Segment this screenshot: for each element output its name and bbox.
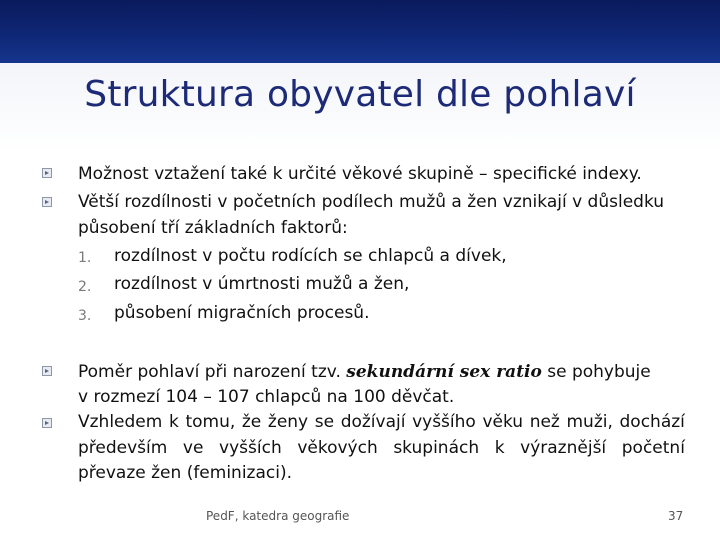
text-line: v rozmezí 104 – 107 chlapců na 100 děvčat. bbox=[78, 387, 455, 407]
header-band bbox=[0, 0, 720, 63]
text-segment: Poměr pohlaví při narození tzv. bbox=[78, 362, 347, 382]
word: k bbox=[168, 412, 179, 432]
list-number: 1. bbox=[78, 250, 92, 266]
text-line bbox=[78, 360, 651, 384]
word: věku bbox=[482, 412, 524, 432]
word: Vzhledem bbox=[78, 412, 163, 432]
slide-title: Struktura obyvatel dle pohlaví bbox=[84, 74, 636, 115]
word: vyššího bbox=[412, 412, 476, 432]
word: než bbox=[529, 412, 560, 432]
word: muži, bbox=[566, 412, 613, 432]
list-item: rozdílnost v počtu rodících se chlapců a dívek, bbox=[114, 246, 507, 266]
word: ženy bbox=[267, 412, 309, 432]
text-line-justified bbox=[78, 436, 685, 460]
text-line: působení tří základních faktorů: bbox=[78, 218, 348, 238]
footer-source: PedF, katedra geografie bbox=[206, 509, 350, 523]
word: ve bbox=[182, 438, 204, 458]
word: skupinách bbox=[393, 438, 480, 458]
text-line-justified bbox=[78, 410, 685, 434]
word: výraznější bbox=[520, 438, 607, 458]
word: početní bbox=[621, 438, 685, 458]
word: že bbox=[241, 412, 262, 432]
bullet-icon bbox=[42, 366, 52, 376]
word: k bbox=[494, 438, 505, 458]
word: věkových bbox=[297, 438, 378, 458]
text-line: Možnost vztažení také k určité věkové skupině – specifické indexy. bbox=[78, 164, 642, 184]
bullet-icon bbox=[42, 418, 52, 428]
word: dožívají bbox=[340, 412, 406, 432]
word: tomu, bbox=[185, 412, 236, 432]
text-line: převaze žen (feminizaci). bbox=[78, 463, 292, 483]
word: dochází bbox=[619, 412, 685, 432]
emphasized-term: sekundární sex ratio bbox=[346, 362, 542, 382]
bullet-icon bbox=[42, 197, 52, 207]
text-line: Větší rozdílnosti v početních podílech mužů a žen vznikají v důsledku bbox=[78, 192, 665, 212]
word: vyšších bbox=[219, 438, 282, 458]
word: se bbox=[314, 412, 335, 432]
list-item: působení migračních procesů. bbox=[114, 303, 370, 323]
page-number: 37 bbox=[668, 509, 684, 523]
word: především bbox=[78, 438, 168, 458]
list-number: 3. bbox=[78, 308, 92, 324]
list-number: 2. bbox=[78, 279, 92, 295]
list-item: rozdílnost v úmrtnosti mužů a žen, bbox=[114, 274, 410, 294]
bullet-icon bbox=[42, 168, 52, 178]
text-segment: se pohybuje bbox=[541, 362, 651, 382]
